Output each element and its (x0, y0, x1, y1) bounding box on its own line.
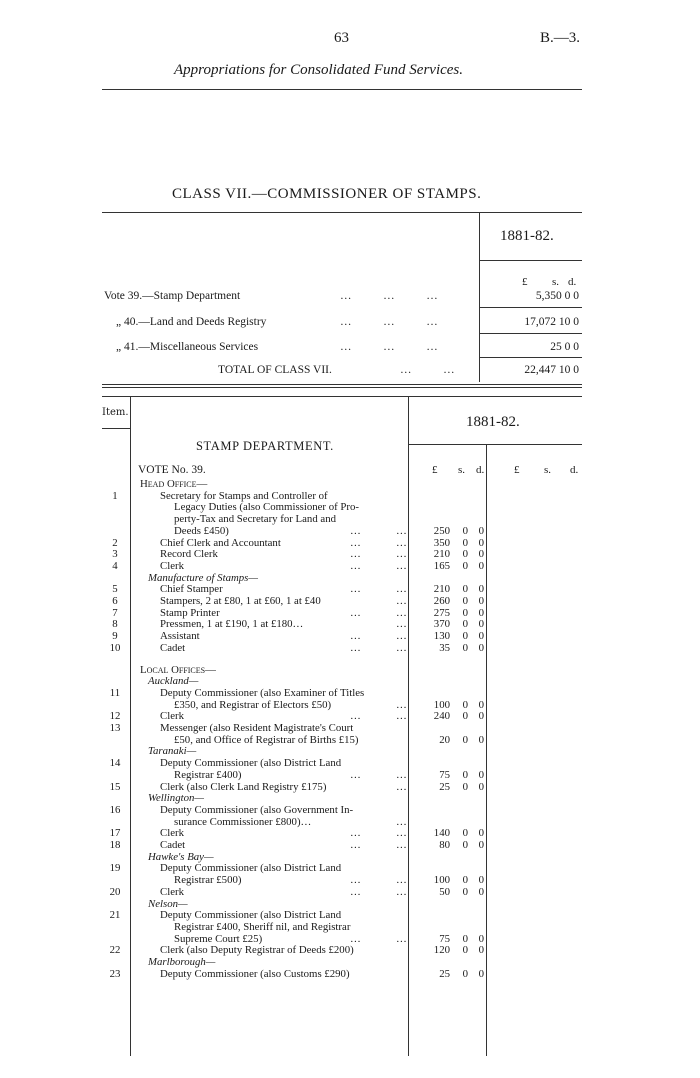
item-description: Clerk (160, 710, 184, 723)
leader-dots: … (350, 874, 361, 887)
item-row-continuation (102, 699, 492, 711)
detail-pounds-symbol: £ (432, 464, 438, 476)
leader-dots: … (350, 583, 361, 596)
item-description: Legacy Duties (also Commissioner of Pro- (174, 501, 360, 514)
item-description: Deputy Commissioner (also District Land (160, 757, 342, 770)
item-description: Clerk (160, 827, 184, 840)
department-title: STAMP DEPARTMENT. (196, 439, 334, 453)
item-description: Registrar £400, Sheriff nil, and Registrar (174, 920, 351, 933)
location-heading: Taranaki— (148, 745, 197, 758)
amount-pounds: 240 (433, 710, 450, 723)
amount-pence: 0 (478, 559, 484, 572)
leader-dots: … (350, 885, 361, 898)
amount-pounds: 260 (433, 595, 450, 607)
summary-row-rule (479, 333, 582, 334)
amount-pence: 0 (478, 641, 484, 654)
item-number: 13 (109, 722, 121, 734)
vote-number: VOTE No. 39. (138, 464, 206, 476)
item-number: 5 (112, 583, 118, 596)
header-rule (102, 89, 582, 90)
item-description: Deputy Commissioner (also District Land (160, 862, 342, 875)
leader-dots: … (396, 815, 407, 828)
amount-pence: 0 (478, 827, 484, 840)
item-description: Registrar £400) (174, 768, 242, 781)
leader-dots: … (396, 559, 407, 572)
leader-dots: … (396, 874, 407, 887)
item-description: Deputy Commissioner (also Government In- (160, 803, 354, 816)
amount-pounds: 370 (433, 618, 450, 631)
amount-shillings: 0 (462, 583, 468, 596)
amount-shillings: 0 (462, 641, 468, 654)
amount-pence: 0 (478, 885, 484, 898)
item-header-rule (102, 428, 130, 429)
amount-pence: 0 (478, 839, 484, 851)
item-description: Messenger (also Resident Magistrate's Court (160, 722, 354, 734)
item-description: Secretary for Stamps and Controller of (160, 489, 328, 502)
item-description: Deeds £450) (174, 524, 229, 537)
class-title: CLASS VII.—COMMISSIONER OF STAMPS. (172, 186, 482, 202)
item-column-header: Item. (102, 407, 129, 418)
item-row-continuation (102, 525, 492, 537)
summary-top-rule (102, 212, 582, 213)
amount-shillings: 0 (462, 606, 468, 619)
summary-year-rule (479, 260, 582, 261)
amount-shillings: 0 (462, 874, 468, 887)
item-number: 4 (112, 559, 118, 572)
item-description: Clerk (160, 559, 184, 572)
item-number: 10 (109, 641, 121, 654)
location-heading: Wellington— (148, 792, 204, 805)
amount-pounds: 100 (433, 874, 450, 887)
item-row-continuation (102, 572, 492, 584)
item-description: Assistant (160, 630, 200, 643)
item-row-22 (102, 944, 492, 956)
item-description: Chief Clerk and Accountant (160, 536, 281, 549)
leader-dots: … (396, 618, 407, 631)
amount-pounds: 275 (433, 606, 450, 619)
item-row-continuation (102, 513, 492, 525)
item-row-continuation (102, 664, 492, 676)
amount-pence: 0 (478, 583, 484, 596)
leader-dots: … (350, 559, 361, 572)
item-number: 3 (112, 548, 118, 561)
page-title: Appropriations for Consolidated Fund Services. (174, 62, 464, 78)
item-row-16 (102, 804, 492, 816)
amount-shillings: 0 (462, 839, 468, 851)
leader-dots: … (350, 710, 361, 723)
item-description: Record Clerk (160, 548, 218, 561)
amount-pence: 0 (478, 874, 484, 887)
item-row-continuation (102, 898, 492, 910)
item-description: Clerk (also Deputy Registrar of Deeds £200) (160, 944, 354, 957)
amount-pounds: 130 (433, 630, 450, 643)
amount-shillings: 0 (462, 932, 468, 945)
total-amount: 22,447 10 0 (524, 364, 579, 376)
item-description: Registrar £500) (174, 874, 242, 887)
vote-41-amount: 25 0 0 (550, 341, 579, 353)
leader-dots: … (350, 630, 361, 643)
item-row-6 (102, 595, 492, 607)
item-row-continuation (102, 745, 492, 757)
detail-year: 1881-82. (466, 414, 520, 430)
location-heading: Auckland— (148, 675, 199, 688)
item-number: 23 (109, 967, 121, 980)
office-heading: Head Office— (140, 478, 208, 490)
amount-shillings: 0 (462, 885, 468, 898)
leader-dots: … (396, 641, 407, 654)
amount-pounds: 80 (439, 839, 450, 851)
item-row-continuation (102, 933, 492, 945)
leader-dots: … … … (340, 316, 438, 328)
amount-pounds: 140 (433, 827, 450, 840)
amount-pence: 0 (478, 606, 484, 619)
amount-pence: 0 (478, 932, 484, 945)
amount-shillings: 0 (462, 780, 468, 793)
amount-pence: 0 (478, 733, 484, 746)
amount-shillings: 0 (462, 536, 468, 549)
item-number: 1 (112, 489, 118, 502)
item-description: Clerk (160, 885, 184, 898)
item-description: surance Commissioner £800)… (174, 815, 312, 828)
item-description: £50, and Office of Registrar of Births £15) (174, 733, 359, 746)
total-pounds-symbol: £ (514, 464, 520, 476)
leader-dots: … (396, 768, 407, 781)
item-row-continuation (102, 851, 492, 863)
vote-41-label: „ 41.—Miscellaneous Services (116, 341, 259, 353)
item-description: £350, and Registrar of Electors £50) (174, 698, 332, 711)
amount-shillings: 0 (462, 710, 468, 723)
leader-dots: … (396, 606, 407, 619)
item-row-8 (102, 618, 492, 630)
detail-top-rule (102, 396, 582, 397)
leader-dots: … (350, 548, 361, 561)
leader-dots: … (396, 595, 407, 607)
amount-pounds: 35 (439, 641, 450, 654)
item-description: Deputy Commissioner (also Customs £290) (160, 967, 350, 980)
leader-dots: … (350, 641, 361, 654)
item-row-11 (102, 687, 492, 699)
vote-39-label: Vote 39.—Stamp Department (104, 290, 241, 302)
item-number: 9 (112, 630, 118, 643)
item-description: Clerk (also Clerk Land Registry £175) (160, 780, 327, 793)
amount-shillings: 0 (462, 595, 468, 607)
leader-dots: … (350, 839, 361, 851)
summary-year: 1881-82. (500, 228, 554, 244)
leader-dots: … … … (340, 290, 438, 302)
item-description: Cadet (160, 839, 186, 851)
amount-shillings: 0 (462, 967, 468, 980)
item-description: Supreme Court £25) (174, 932, 263, 945)
amount-shillings: 0 (462, 559, 468, 572)
item-number: 6 (112, 595, 118, 607)
amount-pounds: 75 (439, 768, 450, 781)
item-row-continuation (102, 769, 492, 781)
amount-pence: 0 (478, 536, 484, 549)
item-number: 18 (109, 839, 121, 851)
item-row-14 (102, 757, 492, 769)
total-shillings-symbol: s. (544, 464, 552, 476)
amount-pence: 0 (478, 967, 484, 980)
amount-shillings: 0 (462, 618, 468, 631)
leader-dots: … (396, 698, 407, 711)
amount-pounds: 210 (433, 548, 450, 561)
leader-dots: … (396, 885, 407, 898)
leader-dots: … (350, 827, 361, 840)
item-row-12 (102, 710, 492, 722)
leader-dots: … (396, 710, 407, 723)
item-description: perty-Tax and Secretary for Land and (174, 513, 337, 526)
item-row-20 (102, 886, 492, 898)
leader-dots: … (396, 536, 407, 549)
item-row-17 (102, 827, 492, 839)
leader-dots: … (396, 932, 407, 945)
amount-pence: 0 (478, 710, 484, 723)
amount-pence: 0 (478, 548, 484, 561)
amount-pounds: 25 (439, 780, 450, 793)
amount-pounds: 250 (433, 524, 450, 537)
amount-pence: 0 (478, 768, 484, 781)
amount-pounds: 20 (439, 733, 450, 746)
item-row-continuation (102, 675, 492, 687)
leader-dots: … (396, 839, 407, 851)
amount-shillings: 0 (462, 630, 468, 643)
item-row-19 (102, 862, 492, 874)
amount-pounds: 25 (439, 967, 450, 980)
amount-pence: 0 (478, 595, 484, 607)
item-description: Stamp Printer (160, 606, 220, 619)
item-row-9 (102, 630, 492, 642)
item-number: 22 (109, 944, 121, 957)
item-number: 16 (109, 803, 121, 816)
item-description: Deputy Commissioner (also District Land (160, 909, 342, 922)
item-row-3 (102, 548, 492, 560)
item-description: Chief Stamper (160, 583, 223, 596)
vote-40-amount: 17,072 10 0 (524, 316, 579, 328)
item-number: 8 (112, 618, 118, 631)
amount-pounds: 350 (433, 536, 450, 549)
leader-dots: … (350, 932, 361, 945)
item-row-15 (102, 781, 492, 793)
item-row-continuation (102, 792, 492, 804)
leader-dots: … (396, 827, 407, 840)
item-number: 14 (109, 757, 121, 770)
amount-pence: 0 (478, 780, 484, 793)
leader-dots: … … … (340, 341, 438, 353)
leader-dots: … (396, 630, 407, 643)
item-row-continuation (102, 874, 492, 886)
amount-pounds: 100 (433, 698, 450, 711)
amount-shillings: 0 (462, 524, 468, 537)
item-number: 17 (109, 827, 121, 840)
location-heading: Marlborough— (148, 956, 216, 968)
summary-total-rule (479, 357, 582, 358)
item-description: Stampers, 2 at £80, 1 at £60, 1 at £40 (160, 595, 321, 607)
leader-dots: … … (400, 364, 455, 376)
item-row-continuation (102, 734, 492, 746)
leader-dots: … (396, 583, 407, 596)
amount-shillings: 0 (462, 827, 468, 840)
leader-dots: … (350, 536, 361, 549)
leader-dots: … (396, 524, 407, 537)
location-heading: Nelson— (148, 897, 188, 910)
office-heading: Local Offices— (140, 663, 216, 676)
item-row-continuation (102, 921, 492, 933)
location-heading: Manufacture of Stamps— (148, 571, 258, 584)
summary-bottom-rule-double (102, 387, 582, 388)
item-row-13 (102, 722, 492, 734)
item-row-4 (102, 560, 492, 572)
amount-shillings: 0 (462, 768, 468, 781)
leader-dots: … (350, 524, 361, 537)
amount-pence: 0 (478, 618, 484, 631)
leader-dots: … (396, 548, 407, 561)
item-description: Pressmen, 1 at £190, 1 at £180… (160, 618, 304, 631)
item-row-21 (102, 909, 492, 921)
amount-shillings: 0 (462, 698, 468, 711)
amount-pounds: 75 (439, 932, 450, 945)
item-row-continuation (102, 956, 492, 968)
summary-pence-symbol: d. (568, 276, 577, 288)
item-row-18 (102, 839, 492, 851)
item-row-1 (102, 490, 492, 502)
summary-row-rule (479, 307, 582, 308)
amount-shillings: 0 (462, 733, 468, 746)
summary-pounds-symbol: £ (522, 276, 528, 288)
vote-40-label: „ 40.—Land and Deeds Registry (116, 316, 267, 328)
detail-shillings-symbol: s. (458, 464, 466, 476)
item-row-2 (102, 537, 492, 549)
item-row-continuation (102, 478, 492, 490)
item-number: 20 (109, 885, 121, 898)
amount-pence: 0 (478, 698, 484, 711)
item-number: 15 (109, 780, 121, 793)
amount-pence: 0 (478, 944, 484, 957)
location-heading: Hawke's Bay— (148, 850, 214, 863)
item-row-23 (102, 968, 492, 980)
item-number: 11 (109, 686, 121, 699)
item-number: 21 (109, 909, 121, 922)
item-description: Deputy Commissioner (also Examiner of Titles (160, 686, 365, 699)
item-row-10 (102, 642, 492, 654)
vote-39-amount: 5,350 0 0 (535, 290, 579, 302)
total-pence-symbol: d. (570, 464, 579, 476)
item-number: 2 (112, 536, 118, 549)
amount-pence: 0 (478, 524, 484, 537)
amount-pounds: 50 (439, 885, 450, 898)
amount-pence: 0 (478, 630, 484, 643)
leader-dots: … (350, 768, 361, 781)
leader-dots: … (396, 780, 407, 793)
item-number: 7 (112, 606, 118, 619)
document-reference: B.—3. (540, 30, 581, 46)
summary-bottom-rule (102, 384, 582, 385)
item-row-continuation (102, 816, 492, 828)
item-number: 12 (109, 710, 121, 723)
item-row-7 (102, 607, 492, 619)
item-row-5 (102, 583, 492, 595)
amount-pounds: 120 (433, 944, 450, 957)
total-label: TOTAL OF CLASS VII. (218, 364, 332, 376)
item-row-continuation (102, 501, 492, 513)
summary-shillings-symbol: s. (552, 276, 560, 288)
item-description: Cadet (160, 641, 186, 654)
detail-pence-symbol: d. (476, 464, 485, 476)
detail-year-rule (408, 444, 582, 445)
leader-dots: … (350, 606, 361, 619)
amount-shillings: 0 (462, 944, 468, 957)
page-number: 63 (334, 30, 349, 46)
amount-pounds: 165 (433, 559, 450, 572)
amount-pounds: 210 (433, 583, 450, 596)
amount-shillings: 0 (462, 548, 468, 561)
item-number: 19 (109, 862, 121, 875)
